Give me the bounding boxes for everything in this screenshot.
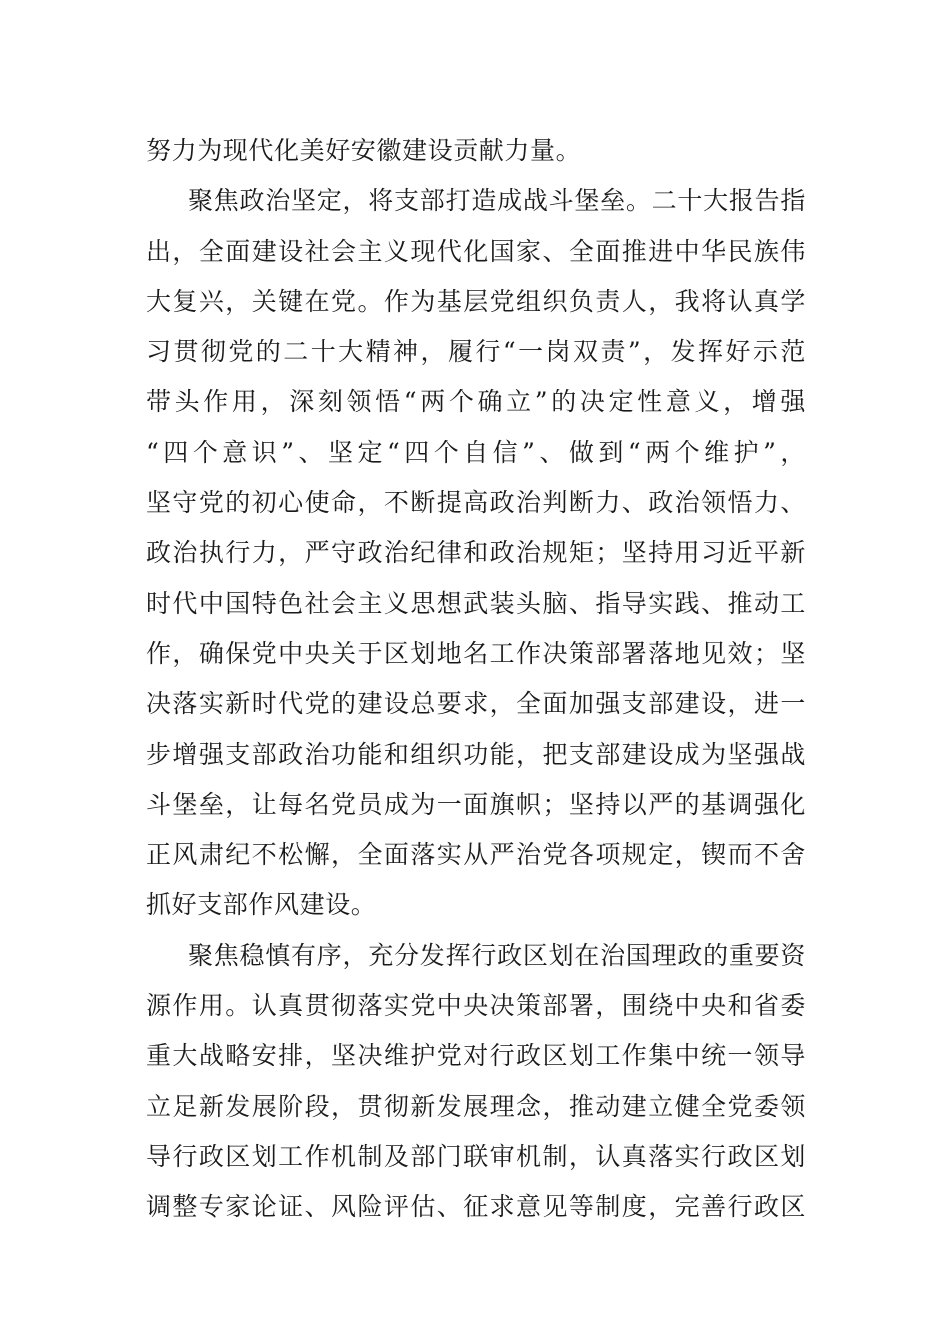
text-line: 时代中国特色社会主义思想武装头脑、指导实践、推动工 — [146, 588, 806, 618]
text-line: 决落实新时代党的建设总要求，全面加强支部建设，进一 — [146, 689, 806, 719]
body-text — [146, 126, 806, 1233]
text-line: 抓好支部作风建设。 — [146, 890, 377, 920]
text-line: 努力为现代化美好安徽建设贡献力量。 — [146, 136, 582, 165]
text-line: 聚焦稳慎有序，充分发挥行政区划在治国理政的重要资 — [188, 940, 806, 970]
text-line: 习贯彻党的二十大精神，履行“一岗双责”，发挥好示范 — [146, 337, 806, 367]
text-line: 坚守党的初心使命，不断提高政治判断力、政治领悟力、 — [146, 488, 806, 518]
text-line: 斗堡垒，让每名党员成为一面旗帜；坚持以严的基调强化 — [146, 789, 806, 819]
text-line: 立足新发展阶段，贯彻新发展理念，推动建立健全党委领 — [146, 1091, 806, 1121]
text-line: 大复兴，关键在党。作为基层党组织负责人，我将认真学 — [146, 286, 806, 316]
text-line: 聚焦政治坚定，将支部打造成战斗堡垒。二十大报告指 — [188, 186, 806, 216]
text-line: 导行政区划工作机制及部门联审机制，认真落实行政区划 — [146, 1141, 806, 1171]
text-line: 出，全面建设社会主义现代化国家、全面推进中华民族伟 — [146, 236, 806, 266]
text-line: 调整专家论证、风险评估、征求意见等制度，完善行政区 — [146, 1192, 806, 1222]
text-line: “四个意识”、坚定“四个自信”、做到“两个维护”， — [146, 437, 806, 467]
text-line: 重大战略安排，坚决维护党对行政区划工作集中统一领导 — [146, 1041, 806, 1071]
text-line: 带头作用，深刻领悟“两个确立”的决定性意义，增强 — [146, 387, 806, 417]
text-line: 步增强支部政治功能和组织功能，把支部建设成为坚强战 — [146, 739, 806, 769]
text-line: 源作用。认真贯彻落实党中央决策部署，围绕中央和省委 — [146, 991, 806, 1021]
text-line: 正风肃纪不松懈，全面落实从严治党各项规定，锲而不舍 — [146, 840, 806, 870]
text-line: 政治执行力，严守政治纪律和政治规矩；坚持用习近平新 — [146, 538, 806, 568]
text-line: 作，确保党中央关于区划地名工作决策部署落地见效；坚 — [146, 638, 806, 668]
